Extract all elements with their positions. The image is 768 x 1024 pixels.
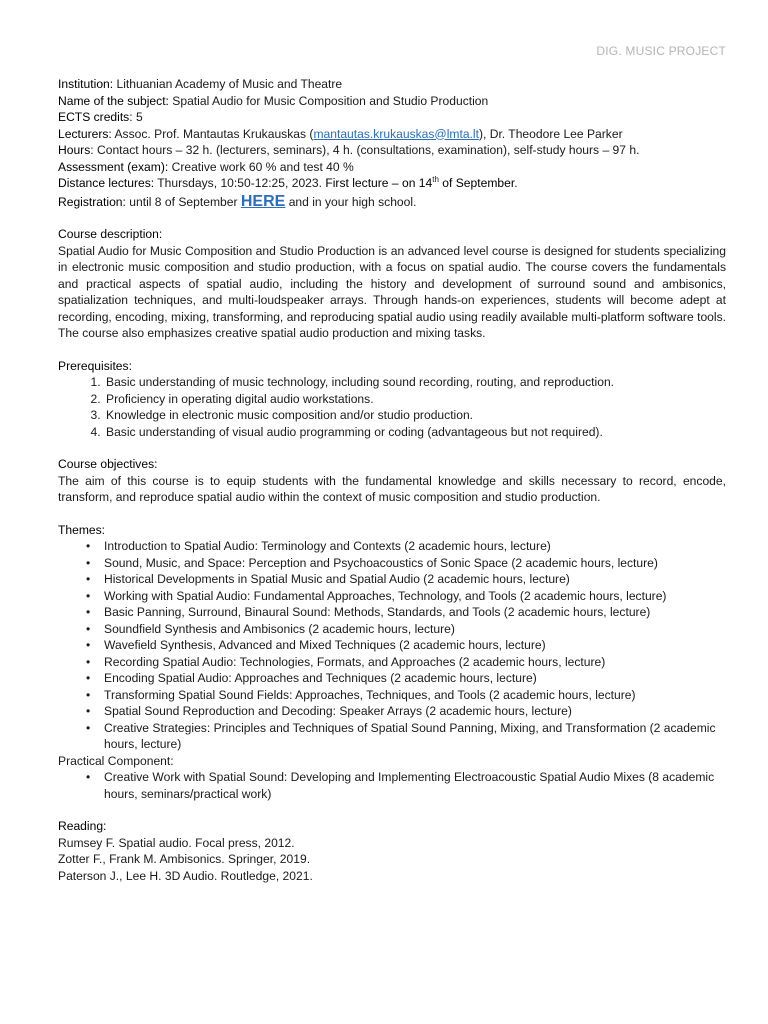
institution-label: Institution: xyxy=(58,77,114,91)
distance-label: Distance lectures: xyxy=(58,176,155,190)
ects-line xyxy=(58,109,726,126)
distance-value: Thursdays, 10:50-12:25, 2023. xyxy=(154,176,326,190)
page-header: DIG. MUSIC PROJECT xyxy=(596,44,726,58)
practical-list xyxy=(58,769,726,802)
lecturers-label: Lecturers xyxy=(58,126,109,141)
registration-here-link[interactable]: HERE xyxy=(240,192,286,210)
ects-value: : 5 xyxy=(129,110,143,124)
lecturers-post: ), Dr. Theodore Lee Parker xyxy=(478,126,623,141)
theme-text: Creative Strategies: Principles and Techniques of Spatial Sound Panning, Mixing, and Transformation (2 academic hours, lecture) xyxy=(104,720,716,751)
lecturers-line xyxy=(58,126,726,143)
theme-item xyxy=(86,621,726,638)
bullet-icon: • xyxy=(86,555,91,570)
objectives-text: The aim of this course is to equip students with the fundamental knowledge and skills necessary to record, encode, transform, and reproduce spatial audio within the context of music composition and studio production. xyxy=(58,473,726,504)
bullet-icon: • xyxy=(86,654,91,669)
theme-text: Introduction to Spatial Audio: Terminology and Contexts (2 academic hours, lecture) xyxy=(104,539,551,553)
ects-label: ECTS credits xyxy=(58,110,130,124)
prerequisites-list xyxy=(58,374,726,440)
first-lecture-post: of September xyxy=(438,176,515,190)
theme-text: Soundfield Synthesis and Ambisonics (2 academic hours, lecture) xyxy=(104,621,455,636)
theme-item xyxy=(86,654,726,671)
theme-text: Encoding Spatial Audio: Approaches and Techniques (2 academic hours, lecture) xyxy=(104,671,537,685)
bullet-icon: • xyxy=(86,621,91,636)
lecturer-email-link[interactable]: mantautas.krukauskas@lmta.lt xyxy=(313,126,479,141)
prerequisite-item: 2. Proficiency in operating digital audio workstations. xyxy=(104,391,726,408)
bullet-icon: • xyxy=(86,605,91,619)
practical-component-label: Practical Component: xyxy=(58,753,174,768)
first-lecture-end: . xyxy=(514,176,518,190)
subject-value: Spatial Audio for Music Composition and Studio Production xyxy=(168,93,489,108)
themes-title: Themes: xyxy=(58,522,106,537)
theme-item xyxy=(86,687,726,704)
theme-item xyxy=(86,571,726,588)
theme-item xyxy=(86,538,726,555)
theme-item xyxy=(86,703,726,720)
hours-line xyxy=(58,142,726,159)
theme-text: Transforming Spatial Sound Fields: Approaches, Techniques, and Tools (2 academic hours, lecture) xyxy=(104,687,636,702)
themes-list xyxy=(58,538,726,753)
first-lecture-sup: th xyxy=(432,174,439,184)
lecturers-pre: : Assoc. Prof. Mantautas Krukauskas ( xyxy=(108,126,314,141)
institution-value: Lithuanian Academy of Music and Theatre xyxy=(113,77,343,91)
reading-item: Paterson J., Lee H. 3D Audio. Routledge, 2021. xyxy=(58,868,313,883)
registration-post: and in your high school. xyxy=(285,194,417,209)
theme-item xyxy=(86,637,726,654)
bullet-icon: • xyxy=(86,638,91,652)
hours-label: Hours xyxy=(58,143,91,157)
theme-item xyxy=(86,670,726,687)
first-lecture-pre: First lecture – on 14 xyxy=(325,176,433,190)
bullet-icon: • xyxy=(86,588,91,603)
assessment-line xyxy=(58,159,726,176)
institution-line xyxy=(58,76,726,93)
theme-item xyxy=(86,588,726,605)
document-body xyxy=(58,76,726,884)
distance-line xyxy=(58,175,726,192)
bullet-icon: • xyxy=(86,572,91,586)
prerequisites-title: Prerequisites: xyxy=(58,358,132,373)
bullet-icon: • xyxy=(86,704,91,718)
theme-item xyxy=(86,604,726,621)
assessment-label: Assessment (exam): xyxy=(58,159,169,174)
reading-list xyxy=(58,835,726,885)
subject-label: Name of the subject: xyxy=(58,93,169,108)
bullet-icon: • xyxy=(86,770,91,784)
objectives-title: Course objectives: xyxy=(58,457,158,471)
bullet-icon: • xyxy=(86,671,91,685)
registration-pre: until 8 of September xyxy=(125,194,241,209)
assessment-value: Creative work 60 % and test 40 % xyxy=(168,159,354,174)
reading-item: Rumsey F. Spatial audio. Focal press, 2012. xyxy=(58,835,295,850)
theme-text: Basic Panning, Surround, Binaural Sound: Methods, Standards, and Tools (2 academic hours, lecture) xyxy=(104,605,651,619)
reading-item: Zotter F., Frank M. Ambisonics. Springer, 2019. xyxy=(58,852,311,866)
registration-line xyxy=(58,194,726,211)
bullet-icon: • xyxy=(86,687,91,702)
theme-text: Sound, Music, and Space: Perception and Psychoacoustics of Sonic Space (2 academic hours, lecture) xyxy=(104,555,658,570)
practical-text: Creative Work with Spatial Sound: Developing and Implementing Electroacoustic Spatial Audio Mixes (8 academic hours, seminars/practical work) xyxy=(104,770,715,801)
prerequisite-item: 3. Knowledge in electronic music composition and/or studio production. xyxy=(104,407,726,424)
prerequisite-item: 1. Basic understanding of music technology, including sound recording, routing, and reproduction. xyxy=(104,374,726,391)
reading-title: Reading: xyxy=(58,819,107,833)
bullet-icon: • xyxy=(86,539,91,553)
theme-text: Historical Developments in Spatial Music and Spatial Audio (2 academic hours, lecture) xyxy=(104,572,570,586)
theme-text: Working with Spatial Audio: Fundamental Approaches, Technology, and Tools (2 academic hours, lecture) xyxy=(104,588,667,603)
theme-item xyxy=(86,555,726,572)
theme-item xyxy=(86,720,726,753)
subject-line xyxy=(58,93,726,110)
description-title: Course description: xyxy=(58,227,163,241)
theme-text: Recording Spatial Audio: Technologies, Formats, and Approaches (2 academic hours, lecture) xyxy=(104,654,606,669)
registration-label: Registration: xyxy=(58,194,126,209)
theme-text: Wavefield Synthesis, Advanced and Mixed Techniques (2 academic hours, lecture) xyxy=(104,638,546,652)
prerequisite-item: 4. Basic understanding of visual audio programming or coding (advantageous but not required). xyxy=(104,424,726,441)
hours-value: : Contact hours – 32 h. (lecturers, seminars), 4 h. (consultations, examination), self-study hours – 97 h. xyxy=(90,143,640,157)
bullet-icon: • xyxy=(86,720,91,735)
theme-text: Spatial Sound Reproduction and Decoding: Speaker Arrays (2 academic hours, lecture) xyxy=(104,704,572,718)
description-text: Spatial Audio for Music Composition and Studio Production is an advanced level course is designed for students specializing in electronic music composition and studio production, with a focus on spatial audio. The course covers the fundamentals and practical aspects of spatial audio, including the history and development of surround sound and ambisonics, spatialization techniques, and multi-loudspeaker arrays. Through hands-on experiences, students will become adept at recording, encoding, mixing, transforming, and reproducing spatial audio using readily available multi-platform software tools. The course also emphasizes creative spatial audio production and mixing tasks. xyxy=(58,243,726,340)
practical-item xyxy=(86,769,726,802)
